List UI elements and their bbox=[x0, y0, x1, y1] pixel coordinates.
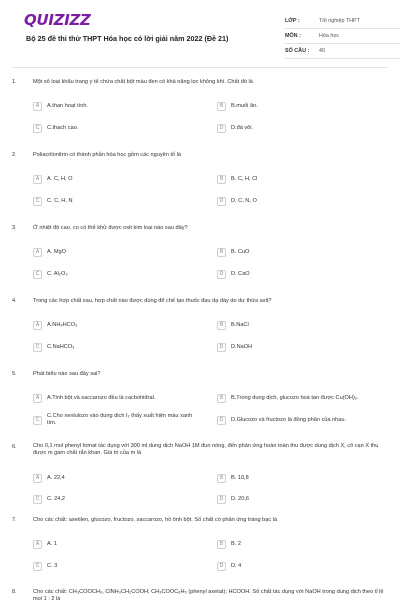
question-text: Cho các chất: CH₃COOCH₃, ClNH₃CH₂COOH; CH₃COOC₆H₅ (phenyl axetat); HCOOH. Số chất tác dụng với NaOH trong dung dịch theo tỉ lệ mol 1 : 2 là bbox=[33, 589, 384, 600]
option-text: D. 4 bbox=[231, 563, 242, 569]
option-text: D.đá vôi. bbox=[231, 125, 254, 131]
option-b[interactable] bbox=[217, 172, 377, 186]
option-text: C.NaHCO₃ bbox=[47, 344, 75, 350]
question-text: Ở nhiệt độ cao, co có thể khử được oxit kim loại nào sau đây? bbox=[33, 225, 188, 231]
option-key: C bbox=[33, 124, 42, 133]
option-key: D bbox=[217, 562, 226, 571]
question-number: 1. bbox=[12, 79, 17, 85]
meta-label: SỐ CÂU : bbox=[285, 48, 310, 54]
question-item bbox=[12, 78, 388, 151]
option-text: D.NaOH bbox=[231, 344, 253, 350]
option-d[interactable] bbox=[217, 340, 377, 354]
option-key: A bbox=[33, 321, 42, 330]
option-key: A bbox=[33, 175, 42, 184]
option-b[interactable] bbox=[217, 318, 377, 332]
meta-label: LỚP : bbox=[285, 18, 300, 24]
option-key: B bbox=[217, 321, 226, 330]
option-a[interactable] bbox=[33, 391, 193, 405]
meta-row-class bbox=[285, 14, 400, 29]
option-c[interactable] bbox=[33, 492, 193, 506]
option-key: C bbox=[33, 495, 42, 504]
option-key: C bbox=[33, 562, 42, 571]
option-a[interactable] bbox=[33, 172, 193, 186]
option-a[interactable] bbox=[33, 471, 193, 485]
option-key: C bbox=[33, 416, 42, 425]
question-text: Cho các chất: axetilen, glucozo, fructozo, saccarozo, hồ tinh bột. Số chất có phản ứng tráng bạc là bbox=[33, 517, 278, 523]
option-key: B bbox=[217, 102, 226, 111]
meta-row-subject bbox=[285, 29, 400, 44]
question-text: Poliacrilonitrin có thành phần hóa học gồm các nguyên tố là bbox=[33, 152, 182, 158]
meta-value: Tốt nghiệp THPT bbox=[319, 18, 360, 24]
option-c[interactable] bbox=[33, 410, 193, 430]
option-a[interactable] bbox=[33, 537, 193, 551]
option-c[interactable] bbox=[33, 194, 193, 208]
option-text: B.NaCl bbox=[231, 322, 249, 328]
option-b[interactable] bbox=[217, 99, 377, 113]
question-item bbox=[12, 224, 388, 297]
meta-panel bbox=[285, 14, 400, 59]
question-item bbox=[12, 151, 388, 224]
option-text: A. C, H, O bbox=[47, 176, 73, 182]
option-c[interactable] bbox=[33, 267, 193, 281]
option-a[interactable] bbox=[33, 245, 193, 259]
option-text: C.thạch cao. bbox=[47, 125, 79, 131]
option-text: A. MgO bbox=[47, 249, 66, 255]
option-key: A bbox=[33, 102, 42, 111]
option-b[interactable] bbox=[217, 245, 377, 259]
option-b[interactable] bbox=[217, 471, 377, 485]
option-key: C bbox=[33, 197, 42, 206]
option-key: B bbox=[217, 175, 226, 184]
option-d[interactable] bbox=[217, 410, 377, 430]
option-a[interactable] bbox=[33, 318, 193, 332]
option-text: A. 1 bbox=[47, 541, 57, 547]
option-key: B bbox=[217, 394, 226, 403]
meta-value: Hóa học bbox=[319, 33, 340, 39]
option-text: B. CuO bbox=[231, 249, 250, 255]
option-c[interactable] bbox=[33, 340, 193, 354]
option-d[interactable] bbox=[217, 559, 377, 573]
question-item bbox=[12, 589, 388, 600]
option-key: C bbox=[33, 270, 42, 279]
option-text: D. C, N, O bbox=[231, 198, 257, 204]
question-text: Một số loại khẩu trang y tế chứa chất bột màu đen có khả năng lọc không khí. Chất đó là bbox=[33, 79, 253, 85]
option-key: D bbox=[217, 495, 226, 504]
meta-row-question-count bbox=[285, 44, 400, 59]
option-text: C.Cho xenlulozo vào dung dịch I₂ thấy xuất hiện màu xanh tím. bbox=[47, 413, 193, 426]
option-d[interactable] bbox=[217, 492, 377, 506]
question-item bbox=[12, 443, 388, 516]
option-a[interactable] bbox=[33, 99, 193, 113]
question-number: 5. bbox=[12, 371, 17, 377]
option-b[interactable] bbox=[217, 537, 377, 551]
question-list bbox=[12, 78, 388, 600]
option-key: D bbox=[217, 270, 226, 279]
question-item bbox=[12, 516, 388, 589]
option-key: A bbox=[33, 248, 42, 257]
question-item bbox=[12, 297, 388, 370]
option-key: C bbox=[33, 343, 42, 352]
option-c[interactable] bbox=[33, 559, 193, 573]
option-b[interactable] bbox=[217, 391, 377, 405]
question-text: Phát biểu nào sau đây sai? bbox=[33, 371, 101, 377]
option-d[interactable] bbox=[217, 194, 377, 208]
question-text: Cho 0,1 mol phenyl fomat tác dụng với 300 ml dung dịch NaOH 1M đun nóng, đến phản ứng hoàn toàn thu được dung dịch X, cô cạn X thu được m gam chất rắn khan. Giá trị của m là bbox=[33, 443, 379, 456]
option-text: C. C, H, N bbox=[47, 198, 73, 204]
option-key: B bbox=[217, 540, 226, 549]
option-text: A. 22,4 bbox=[47, 475, 65, 481]
option-key: B bbox=[217, 248, 226, 257]
option-key: A bbox=[33, 540, 42, 549]
question-number: 4. bbox=[12, 298, 17, 304]
option-key: A bbox=[33, 474, 42, 483]
option-text: D. 20,6 bbox=[231, 496, 250, 502]
option-key: A bbox=[33, 394, 42, 403]
divider bbox=[12, 67, 388, 68]
option-text: B.muối ăn. bbox=[231, 103, 258, 109]
question-item bbox=[12, 370, 388, 443]
option-text: B. C, H, Cl bbox=[231, 176, 258, 182]
question-number: 6. bbox=[12, 444, 17, 450]
option-text: C. Al₂O₃ bbox=[47, 271, 68, 277]
option-text: A.NH₄HCO₃ bbox=[47, 322, 78, 328]
question-number: 7. bbox=[12, 517, 17, 523]
header bbox=[12, 0, 388, 62]
question-text: Trong các hợp chất sau, hợp chất nào được dùng để chế tạo thuốc đau dạ dày do dư thừa axit? bbox=[33, 298, 272, 304]
option-d[interactable] bbox=[217, 121, 377, 135]
option-text: A.than hoạt tính. bbox=[47, 103, 89, 109]
option-text: C. 3 bbox=[47, 563, 58, 569]
option-key: D bbox=[217, 197, 226, 206]
option-text: B.Trong dung dịch, glucozo hoà tan được Cu(OH)₂. bbox=[231, 395, 359, 401]
meta-label: MÔN : bbox=[285, 33, 301, 39]
option-text: B. 2 bbox=[231, 541, 241, 547]
question-number: 3. bbox=[12, 225, 17, 231]
quizizz-logo: QUIZIZZ bbox=[24, 11, 91, 29]
option-key: D bbox=[217, 124, 226, 133]
option-key: D bbox=[217, 343, 226, 352]
option-text: D.Glucozo và fructozo là đồng phân của nhau. bbox=[231, 417, 347, 423]
option-text: B. 10,8 bbox=[231, 475, 249, 481]
question-number: 2. bbox=[12, 152, 17, 158]
option-d[interactable] bbox=[217, 267, 377, 281]
worksheet-title: Bộ 25 đề thi thử THPT Hóa học có lời giải năm 2022 (Đề 21) bbox=[26, 34, 229, 43]
question-number: 8. bbox=[12, 589, 17, 595]
option-text: A.Tinh bột và saccarozo đều là cacbohiđrat. bbox=[47, 395, 156, 401]
meta-value: 40 bbox=[319, 48, 325, 54]
option-text: D. CaO bbox=[231, 271, 250, 277]
option-text: C. 24,2 bbox=[47, 496, 66, 502]
option-c[interactable] bbox=[33, 121, 193, 135]
option-key: D bbox=[217, 416, 226, 425]
option-key: B bbox=[217, 474, 226, 483]
